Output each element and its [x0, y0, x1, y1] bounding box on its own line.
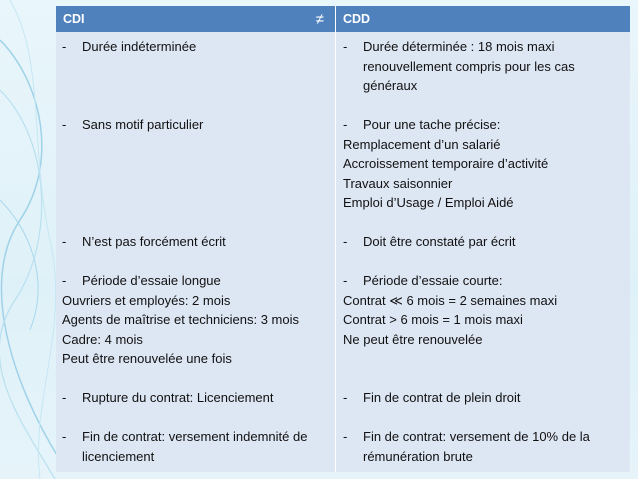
- not-equal-symbol: ≠: [315, 10, 324, 28]
- cdi-ecrit: - N’est pas forcément écrit: [62, 234, 226, 249]
- header-cdi-label: CDI: [63, 12, 85, 26]
- header-cdi: [56, 6, 335, 32]
- cdi-fin: - Fin de contrat: versement indemnité de licenciement: [62, 429, 308, 464]
- cdd-essai: - Période d’essaie courte: Contrat ≪ 6 mois = 2 semaines maxi Contrat > 6 mois = 1 mois maxi Ne peut être renouvelée: [336, 271, 630, 349]
- cdd-fin: - Fin de contrat: versement de 10% de la rémunération brute: [343, 429, 590, 464]
- cdd-duree: - Durée déterminée : 18 mois maxi renouvellement compris pour les cas généraux: [343, 39, 575, 93]
- cdi-column: [56, 32, 335, 472]
- cdi-essai: - Période d’essaie longue Ouvriers et employés: 2 mois Agents de maîtrise et techniciens: 3 mois Cadre: 4 mois Peut être renouvelée une fois: [56, 271, 335, 369]
- cdd-motif-line: Travaux saisonnier: [343, 175, 453, 191]
- cdi-essai-line: Agents de maîtrise et techniciens: 3 mois: [62, 312, 300, 327]
- cdd-motif: - Pour une tache précise: Remplacement d’un salarié Accroissement temporaire d’activité Travaux saisonnier Emploi d’Usage / Emploi Aidé: [336, 115, 630, 213]
- cdi-essai-line: Peut être renouvelée une fois: [62, 351, 232, 366]
- cdi-essai-line: Ouvriers et employés: 2 mois: [62, 292, 231, 308]
- comparison-table: [56, 6, 630, 472]
- header-cdd-label: CDD: [343, 12, 371, 26]
- cdi-duree: - Durée indéterminée: [62, 39, 197, 54]
- cdd-motif-line: Accroissement temporaire d’activité: [343, 156, 549, 171]
- cdd-motif-line: Emploi d’Usage / Emploi Aidé: [343, 195, 514, 210]
- cdd-motif-line: Remplacement d’un salarié: [343, 136, 501, 152]
- cdi-motif: - Sans motif particulier: [62, 117, 204, 132]
- cdi-essai-line: Cadre: 4 mois: [62, 331, 143, 347]
- decorative-swirl-background: [0, 0, 60, 479]
- cdd-column: [335, 32, 630, 472]
- cdd-ecrit: - Doit être constaté par écrit: [343, 234, 516, 249]
- cdd-essai-line: Contrat ≪ 6 mois = 2 semaines maxi: [343, 292, 558, 308]
- cdi-rupture: - Rupture du contrat: Licenciement: [62, 390, 274, 405]
- cdd-essai-line: Ne peut être renouvelée: [343, 331, 483, 347]
- cdd-rupture: - Fin de contrat de plein droit: [343, 390, 521, 405]
- header-cdd: [335, 6, 630, 32]
- cdd-essai-line: Contrat > 6 mois = 1 mois maxi: [343, 312, 523, 327]
